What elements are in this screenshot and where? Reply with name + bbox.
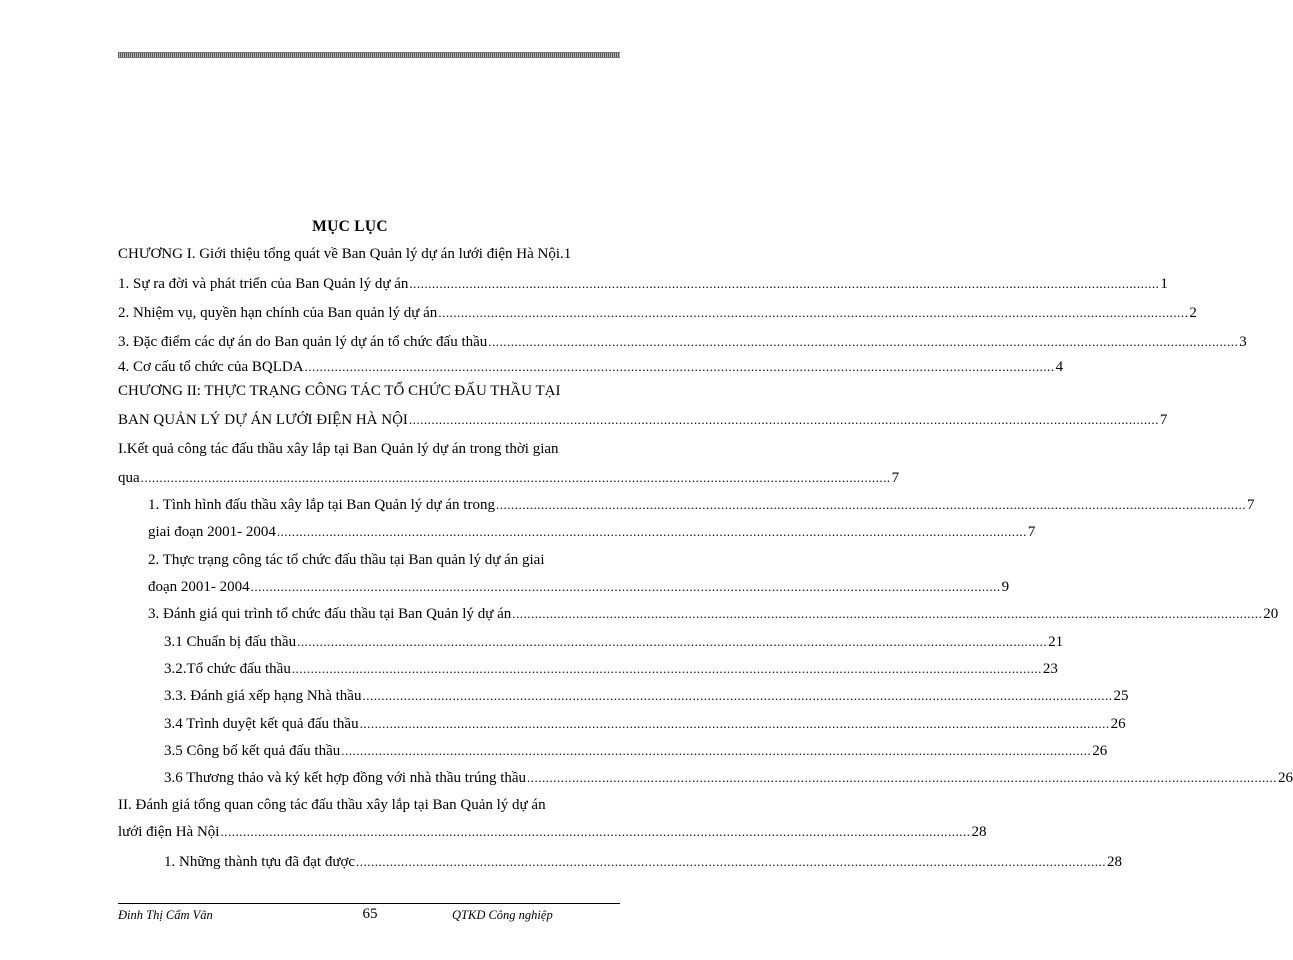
- toc-entry[interactable]: 2. Thực trạng công tác tổ chức đấu thầu tại Ban quản lý dự án giai: [148, 552, 545, 568]
- toc-entry[interactable]: qua ........................................................................................................................................................................................................ 7: [118, 470, 900, 486]
- dot-leader: ........................................................................................................................................................................................................: [304, 359, 1055, 374]
- toc-entry[interactable]: 3.6 Thương thảo và ký kết hợp đồng với nhà thầu trúng thầu ........................................................................................................................................................................................................ 26: [164, 770, 1293, 786]
- dot-leader: ........................................................................................................................................................................................................: [409, 276, 1160, 291]
- footer-rule: [118, 903, 620, 904]
- toc-entry[interactable]: 1. Sự ra đời và phát triển của Ban Quản lý dự án ........................................................................................................................................................................................................ 1: [118, 276, 1168, 292]
- toc-entry[interactable]: 3. Đặc điểm các dự án do Ban quản lý dự án tổ chức đấu thầu ........................................................................................................................................................................................................ 3: [118, 334, 1247, 350]
- dot-leader: ........................................................................................................................................................................................................: [356, 854, 1107, 869]
- dot-leader: ........................................................................................................................................................................................................: [297, 634, 1048, 649]
- dot-leader: ........................................................................................................................................................................................................: [291, 661, 1042, 676]
- footer-department: QTKD Công nghiệp: [452, 908, 553, 922]
- toc-entry-section-1[interactable]: I.Kết quả công tác đấu thầu xây lắp tại Ban Quản lý dự án trong thời gian: [118, 441, 559, 457]
- toc-entry-chapter-2[interactable]: CHƯƠNG II: THỰC TRẠNG CÔNG TÁC TỔ CHỨC ĐẤU THẦU TẠI: [118, 383, 561, 399]
- dot-leader: ........................................................................................................................................................................................................: [359, 716, 1110, 731]
- toc-entry[interactable]: 3.5 Công bố kết quả đấu thầu ........................................................................................................................................................................................................ 26: [164, 743, 1108, 759]
- footer-page-number: 65: [362, 906, 378, 922]
- toc-entry[interactable]: 4. Cơ cấu tổ chức của BQLDA ........................................................................................................................................................................................................ 4: [118, 359, 1064, 375]
- dot-leader: ........................................................................................................................................................................................................: [140, 470, 891, 485]
- dot-leader: ........................................................................................................................................................................................................: [341, 743, 1092, 758]
- toc-entry[interactable]: 3.3. Đánh giá xếp hạng Nhà thầu ........................................................................................................................................................................................................ 25: [164, 688, 1129, 704]
- toc-entry[interactable]: 2. Nhiệm vụ, quyền hạn chính của Ban quản lý dự án ........................................................................................................................................................................................................ 2: [118, 305, 1197, 321]
- toc-entry[interactable]: giai đoạn 2001- 2004 ........................................................................................................................................................................................................ 7: [148, 524, 1036, 540]
- toc-title: MỤC LỤC: [312, 218, 388, 235]
- dot-leader: ........................................................................................................................................................................................................: [276, 524, 1027, 539]
- dot-leader: ........................................................................................................................................................................................................: [495, 497, 1246, 512]
- dot-leader: ........................................................................................................................................................................................................: [220, 824, 971, 839]
- toc-entry[interactable]: BAN QUẢN LÝ DỰ ÁN LƯỚI ĐIỆN HÀ NỘI ........................................................................................................................................................................................................ 7: [118, 412, 1168, 428]
- toc-entry[interactable]: 3. Đánh giá qui trình tổ chức đấu thầu tại Ban Quản lý dự án ........................................................................................................................................................................................................ 20: [148, 606, 1279, 622]
- toc-entry-section-2[interactable]: II. Đánh giá tổng quan công tác đấu thầu xây lắp tại Ban Quản lý dự án: [118, 797, 546, 813]
- dot-leader: ........................................................................................................................................................................................................: [527, 770, 1278, 785]
- toc-entry[interactable]: 1. Những thành tựu đã đạt được ........................................................................................................................................................................................................ 28: [164, 854, 1123, 870]
- dot-leader: ........................................................................................................................................................................................................: [362, 688, 1113, 703]
- dot-leader: ........................................................................................................................................................................................................: [438, 305, 1189, 320]
- footer-author: Đinh Thị Cẩm Vân: [118, 908, 213, 922]
- toc-entry[interactable]: 3.2.Tổ chức đấu thầu ........................................................................................................................................................................................................ 23: [164, 661, 1058, 677]
- toc-entry[interactable]: đoạn 2001- 2004 ........................................................................................................................................................................................................ 9: [148, 579, 1010, 595]
- toc-entry[interactable]: 1. Tình hình đấu thầu xây lắp tại Ban Quản lý dự án trong ........................................................................................................................................................................................................ 7: [148, 497, 1255, 513]
- toc-entry-chapter-1[interactable]: CHƯƠNG I. Giới thiệu tổng quát về Ban Quản lý dự án lưới điện Hà Nội .1: [118, 246, 572, 262]
- dot-leader: ........................................................................................................................................................................................................: [408, 412, 1159, 427]
- toc-entry[interactable]: lưới điện Hà Nội ........................................................................................................................................................................................................ 28: [118, 824, 987, 840]
- dot-leader: ........................................................................................................................................................................................................: [250, 579, 1001, 594]
- dot-leader: ........................................................................................................................................................................................................: [512, 606, 1263, 621]
- toc-entry[interactable]: 3.4 Trình duyệt kết quả đấu thầu ........................................................................................................................................................................................................ 26: [164, 716, 1126, 732]
- dot-leader: ........................................................................................................................................................................................................: [488, 334, 1239, 349]
- toc-entry[interactable]: 3.1 Chuẩn bị đấu thầu ........................................................................................................................................................................................................ 21: [164, 634, 1064, 650]
